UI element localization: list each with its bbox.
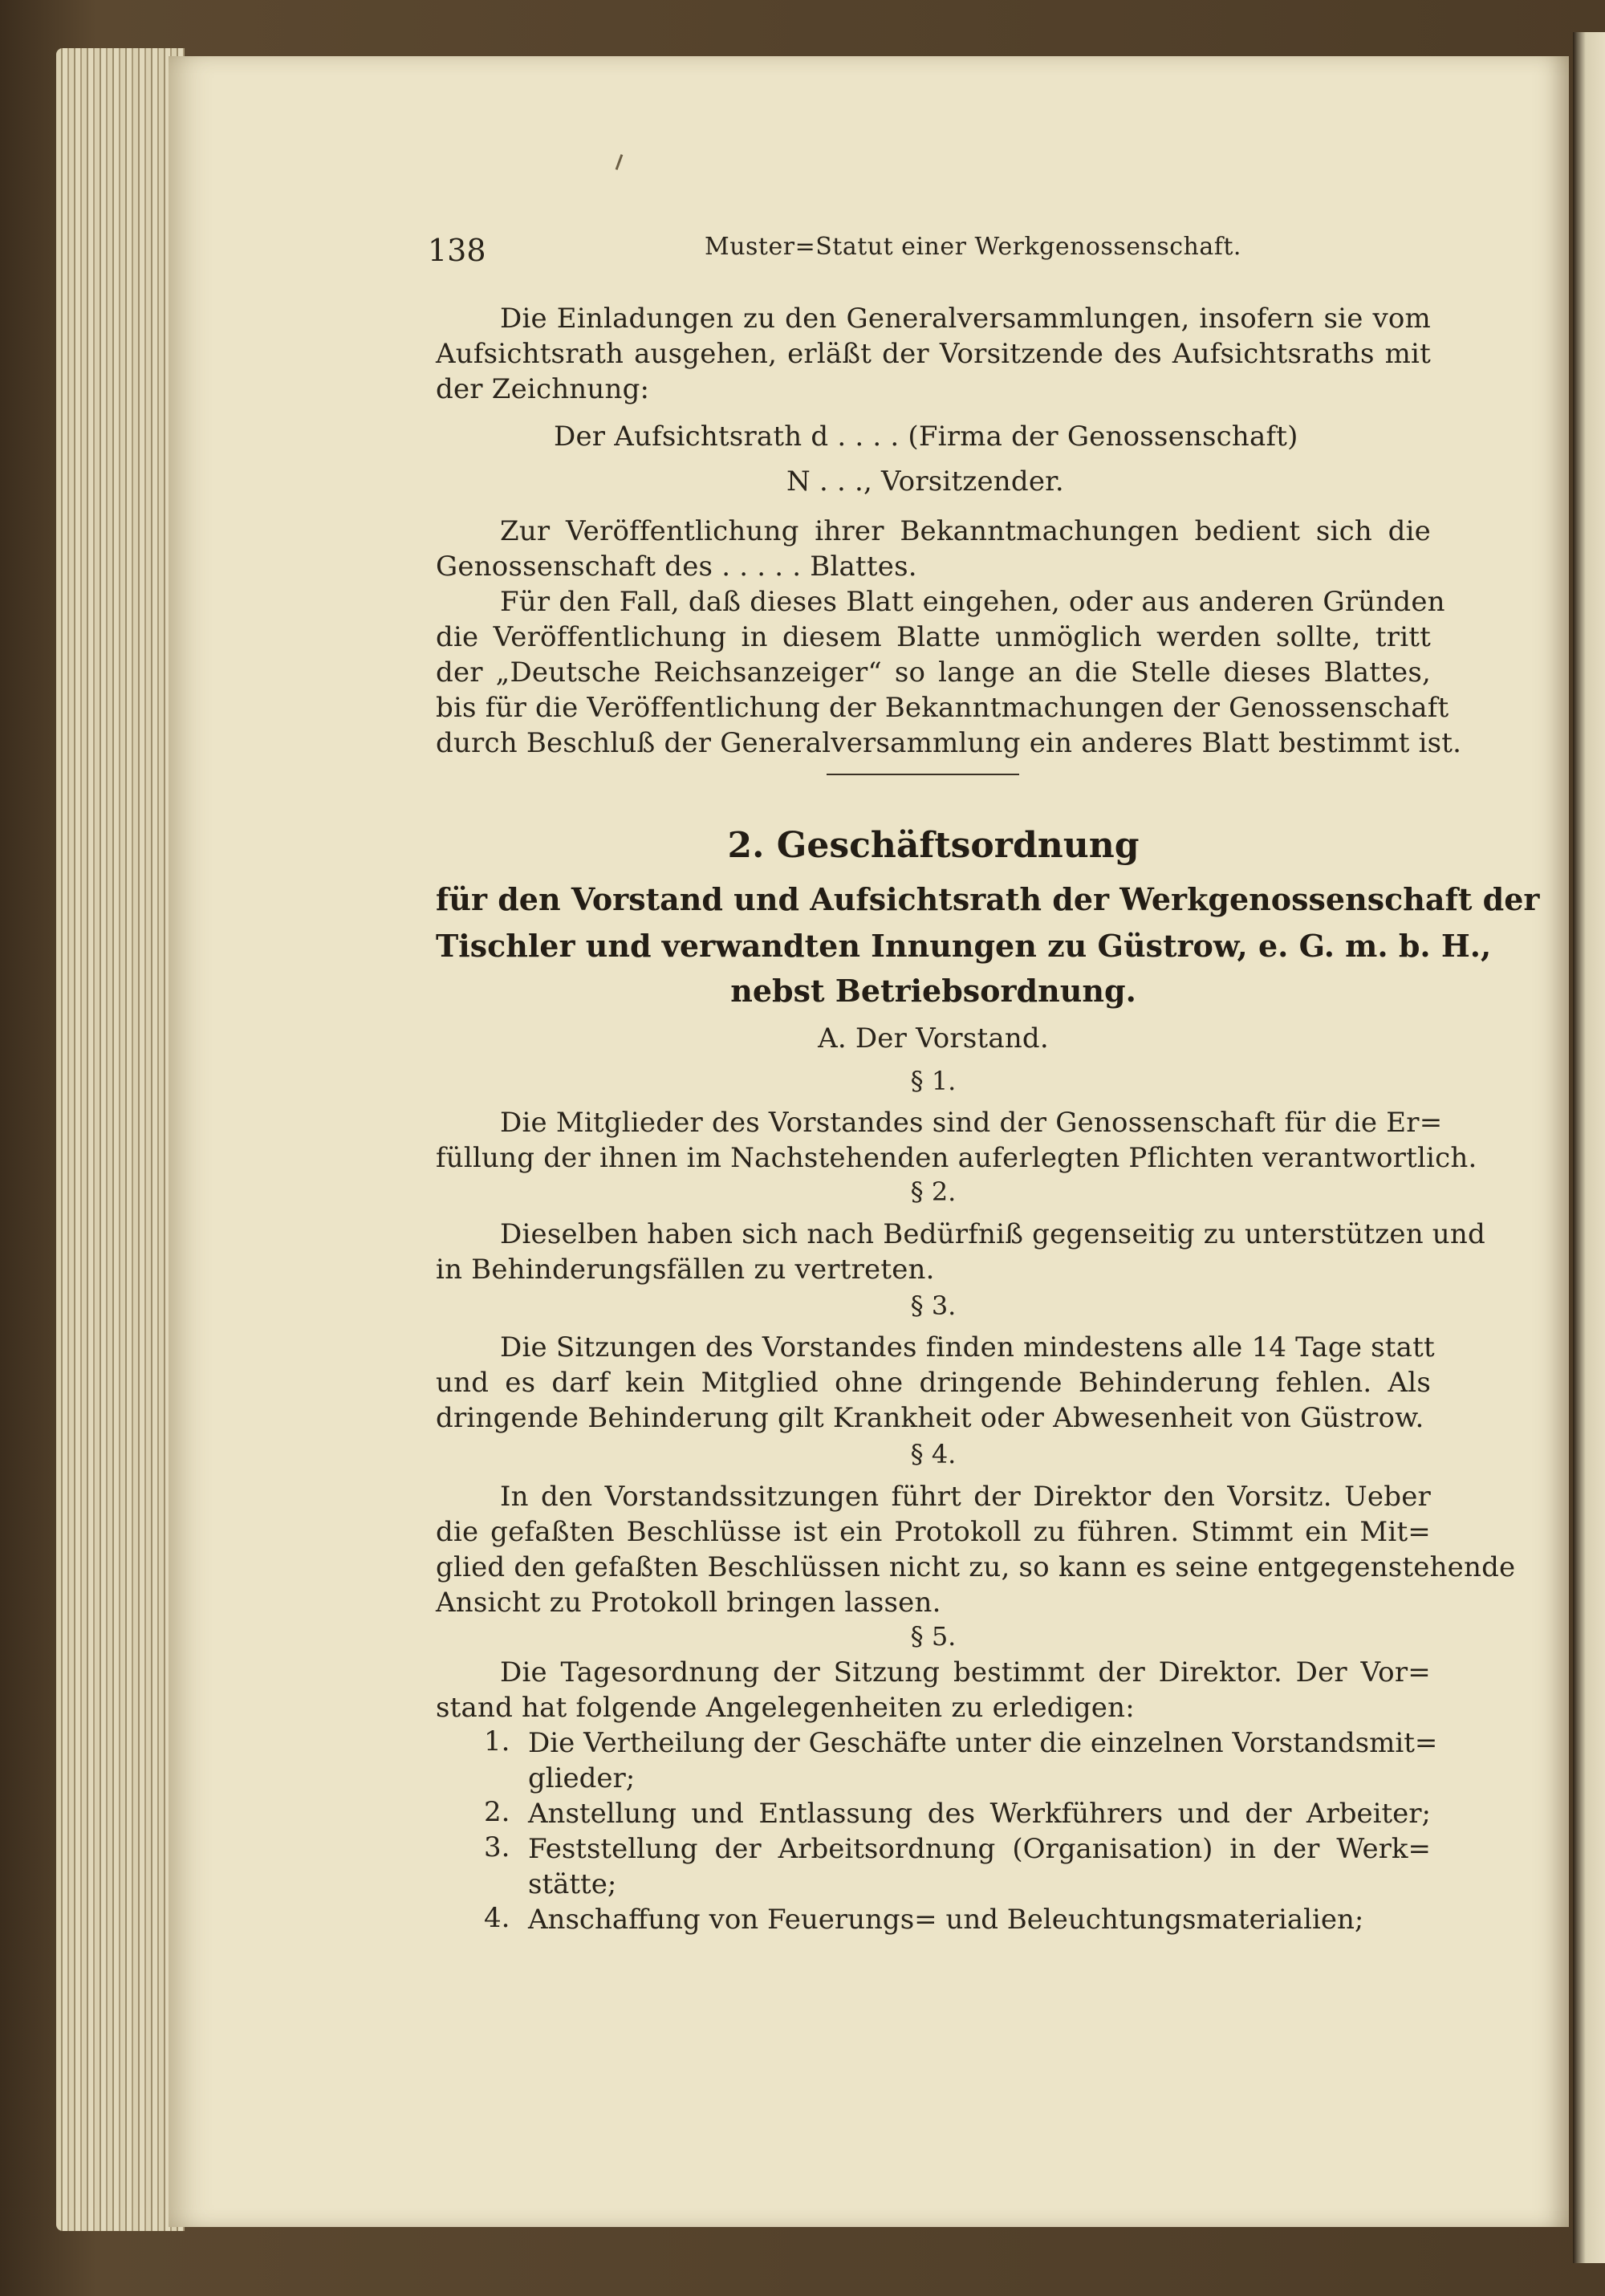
intro-line-2: Aufsichtsrath ausgehen, erläßt der Vorsitzende des Aufsichtsraths mit: [436, 338, 1431, 370]
list-item-2-line-1: Anstellung und Entlassung des Werkführers und der Arbeiter;: [528, 1798, 1431, 1830]
section-subtitle-line-3: nebst Betriebsordnung.: [730, 973, 1136, 1009]
paragraph-2-line-1: Dieselben haben sich nach Bedürfniß gegenseitig zu unterstützen und: [500, 1218, 1485, 1250]
fallback-line-3: der „Deutsche Reichsanzeiger“ so lange an die Stelle dieses Blattes,: [436, 656, 1431, 689]
part-heading: A. Der Vorstand.: [818, 1022, 1049, 1055]
section-title: 2. Geschäftsordnung: [727, 825, 1140, 866]
paragraph-4-line-3: glied den gefaßten Beschlüssen nicht zu, so kann es seine entgegenstehende: [436, 1551, 1516, 1583]
list-item-3-line-2: stätte;: [528, 1868, 617, 1900]
paragraph-4-line-2: die gefaßten Beschlüsse ist ein Protokoll zu führen. Stimmt ein Mit=: [436, 1516, 1431, 1548]
paragraph-3-line-1: Die Sitzungen des Vorstandes finden mindestens alle 14 Tage statt: [500, 1331, 1435, 1363]
paragraph-5-line-1: Die Tagesordnung der Sitzung bestimmt der Direktor. Der Vor=: [500, 1656, 1431, 1688]
list-item-3-line-1: Feststellung der Arbeitsordnung (Organisation) in der Werk=: [528, 1833, 1431, 1865]
book-page-edges: [56, 48, 185, 2231]
paragraph-mark-4: § 4.: [910, 1439, 957, 1469]
paragraph-4-line-1: In den Vorstandssitzungen führt der Direktor den Vorsitz. Ueber: [500, 1481, 1431, 1513]
next-page-edge: [1573, 32, 1605, 2263]
fallback-line-1: Für den Fall, daß dieses Blatt eingehen, oder aus anderen Gründen: [500, 586, 1445, 618]
intro-line-3: der Zeichnung:: [436, 373, 650, 405]
list-number-4: 4.: [484, 1902, 510, 1934]
fallback-line-4: bis für die Veröffentlichung der Bekanntmachungen der Genossenschaft: [436, 692, 1449, 724]
list-number-3: 3.: [484, 1831, 510, 1863]
publication-line-2: Genossenschaft des . . . . . Blattes.: [436, 551, 917, 583]
list-item-1-line-1: Die Vertheilung der Geschäfte unter die einzelnen Vorstandsmit=: [528, 1727, 1438, 1759]
signature-line-2: N . . ., Vorsitzender.: [786, 465, 1064, 498]
section-subtitle-line-2: Tischler und verwandten Innungen zu Güstrow, e. G. m. b. H.,: [436, 928, 1492, 964]
paragraph-5-line-2: stand hat folgende Angelegenheiten zu erledigen:: [436, 1692, 1135, 1724]
paragraph-mark-1: § 1.: [910, 1066, 957, 1096]
list-item-1-line-2: glieder;: [528, 1762, 636, 1794]
paragraph-2-line-2: in Behinderungsfällen zu vertreten.: [436, 1254, 935, 1286]
paragraph-3-line-2: und es darf kein Mitglied ohne dringende Behinderung fehlen. Als: [436, 1367, 1431, 1399]
fallback-line-2: die Veröffentlichung in diesem Blatte unmöglich werden sollte, tritt: [436, 621, 1431, 653]
list-item-4-line-1: Anschaffung von Feuerungs= und Beleuchtungsmaterialien;: [528, 1904, 1364, 1936]
list-number-2: 2.: [484, 1796, 510, 1828]
paragraph-3-line-3: dringende Behinderung gilt Krankheit oder Abwesenheit von Güstrow.: [436, 1402, 1424, 1434]
intro-line-1: Die Einladungen zu den Generalversammlungen, insofern sie vom: [500, 303, 1431, 335]
list-number-1: 1.: [484, 1725, 510, 1758]
paragraph-1-line-1: Die Mitglieder des Vorstandes sind der Genossenschaft für die Er=: [500, 1107, 1443, 1139]
running-title: Muster=Statut einer Werkgenossenschaft.: [705, 233, 1241, 261]
publication-line-1: Zur Veröffentlichung ihrer Bekanntmachungen bedient sich die: [500, 515, 1431, 547]
paragraph-4-line-4: Ansicht zu Protokoll bringen lassen.: [436, 1587, 941, 1619]
paragraph-mark-5: § 5.: [910, 1621, 957, 1652]
section-divider: [827, 774, 1019, 775]
signature-line-1: Der Aufsichtsrath d . . . . (Firma der Genossenschaft): [554, 421, 1298, 453]
section-subtitle-line-1: für den Vorstand und Aufsichtsrath der Werkgenossenschaft der: [436, 881, 1540, 917]
paragraph-mark-3: § 3.: [910, 1290, 957, 1321]
page-number: 138: [428, 233, 486, 268]
paragraph-1-line-2: füllung der ihnen im Nachstehenden auferlegten Pflichten verantwortlich.: [436, 1142, 1477, 1174]
fallback-line-5: durch Beschluß der Generalversammlung ein anderes Blatt bestimmt ist.: [436, 727, 1462, 759]
paragraph-mark-2: § 2.: [910, 1176, 957, 1207]
